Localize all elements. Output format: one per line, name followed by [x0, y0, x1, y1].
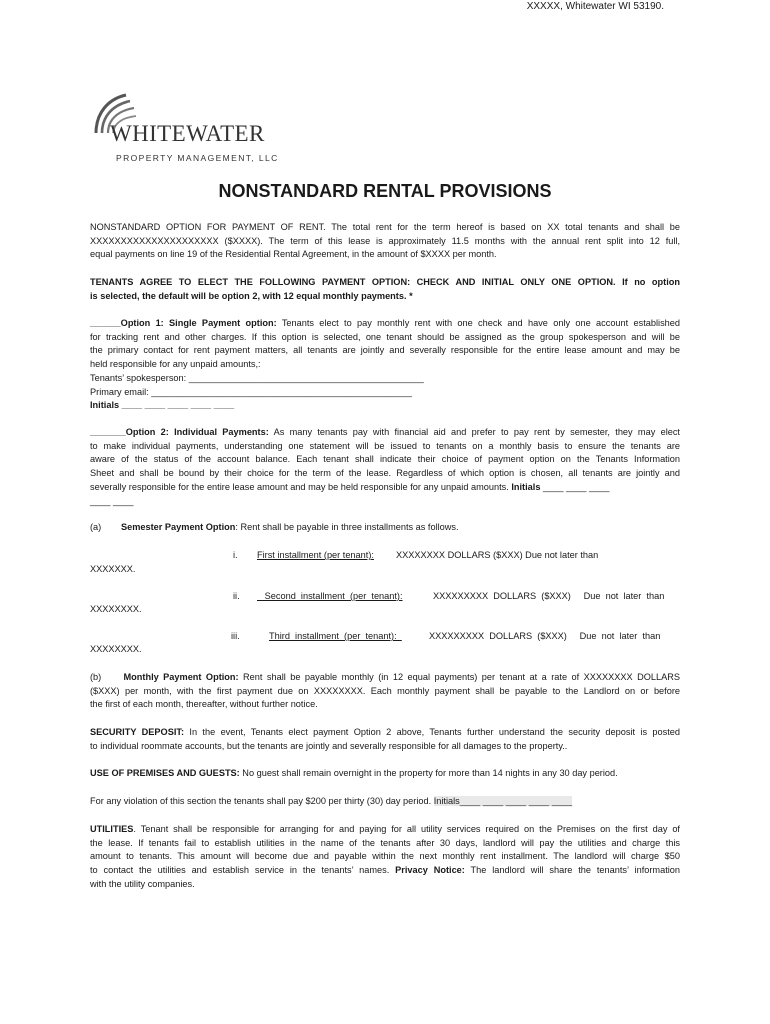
utilities-line	[90, 823, 680, 837]
option1-line	[90, 317, 680, 331]
utilities-line: with the utility companies.	[90, 878, 195, 889]
option2-paragraph	[90, 426, 680, 508]
utilities-text: The landlord will share the tenants’ information	[464, 865, 681, 876]
semester-label: (a)	[90, 522, 102, 532]
monthly-line	[90, 671, 680, 685]
premises-heading: USE OF PREMISES AND GUESTS:	[90, 768, 240, 778]
option2-line: Sheet and shall be bound by their choice for the term of the lease. Regardless of which option is chosen, all tenants are jointly and	[90, 468, 680, 479]
spokesperson-field[interactable]: Tenants’ spokesperson: ______________________________________________	[90, 372, 424, 383]
utilities-text: to contact the utilities and establish service in the tenants’ names.	[90, 865, 396, 876]
option1-line: the primary contact for rent payment matters, all tenants are jointly and severally responsible for the entire lease amount and may be	[90, 345, 680, 356]
option1-initials-field[interactable]: Initials ____ ____ ____ ____ ____	[90, 400, 235, 411]
violation-line	[90, 795, 680, 809]
semester-option	[121, 521, 459, 535]
agree-paragraph	[90, 276, 680, 303]
installment-amount: XXXXXXXX DOLLARS ($XXX) Due not later than	[396, 550, 599, 560]
utilities-paragraph	[90, 823, 680, 892]
security-text: In the event, Tenants elect payment Option 2 above, Tenants further understand the security deposit is posted	[184, 727, 680, 737]
utilities-text: . Tenant shall be responsible for arranging for and paying for all utility services required on the Premises on the first day of	[133, 824, 680, 834]
option1-paragraph	[90, 317, 680, 413]
privacy-notice-heading: Privacy Notice:	[395, 865, 465, 876]
installment-number: ii.	[233, 591, 240, 601]
installment-amount: XXXXXXXXX DOLLARS ($XXX) Due not later than	[433, 591, 665, 601]
intro-line: NONSTANDARD OPTION FOR PAYMENT OF RENT. The total rent for the term hereof is based on XX total tenants and shall be	[90, 222, 680, 232]
option2-text: severally responsible for the entire lease amount and may be held responsible for any unpaid amounts.	[90, 481, 512, 492]
utilities-heading: UTILITIES	[90, 824, 134, 834]
violation-paragraph	[90, 795, 680, 809]
monthly-label: (b)	[90, 672, 102, 682]
intro-paragraph	[90, 221, 680, 262]
option1-checkbox-blank[interactable]: ______	[90, 318, 121, 328]
installment-number: iii.	[231, 631, 240, 641]
logo-wordmark: WHITEWATER	[110, 121, 265, 146]
document-title: NONSTANDARD RENTAL PROVISIONS	[218, 181, 552, 201]
utilities-line: the lease. If tenants fail to establish utilities in the name of the tenants after 30 days, landlord will pay the utilities and charge this	[90, 837, 680, 848]
security-paragraph	[90, 726, 680, 753]
monthly-line: the first of each month, thereafter, without further notice.	[90, 699, 318, 710]
option1-heading: Option 1: Single Payment option:	[120, 318, 277, 328]
monthly-line: ($XXX) per month, with the first payment due on XXXXXXXX. Each monthly payment shall be payable to the Landlord on or before	[90, 685, 680, 696]
company-logo	[90, 93, 290, 165]
utilities-line: amount to tenants. This amount will become due and payable within the next monthly rent installment. The landlord will charge $50	[90, 851, 680, 862]
logo-subtitle: PROPERTY MANAGEMENT, LLC	[116, 153, 279, 163]
utilities-line	[90, 864, 680, 878]
installment-title: Third installment (per tenant):	[269, 631, 402, 641]
premises-initials-field[interactable]: Initials____ ____ ____ ____ ____	[433, 796, 573, 806]
violation-text: For any violation of this section the tenants shall pay $200 per thirty (30) day period.	[90, 796, 434, 806]
intro-line: equal payments on line 19 of the Residential Rental Agreement, in the amount of $XXXX per month.	[90, 249, 497, 260]
option2-checkbox-blank[interactable]: _______	[90, 427, 126, 437]
header-address: XXXXX, Whitewater WI 53190.	[526, 1, 664, 12]
installment-amount: XXXXXXXXX DOLLARS ($XXX) Due not later than	[429, 631, 661, 641]
option1-line: for tracking rent and other charges. If this option is selected, one tenant should be assigned as the group spokesperson and will be	[90, 331, 680, 342]
option1-line: held responsible for any unpaid amounts,:	[90, 359, 261, 370]
option2-line: aware of the status of the account balance. Each tenant shall indicate their choice of payment option on the Tenants Information	[90, 454, 680, 465]
installment-date: XXXXXXX.	[90, 564, 136, 574]
option2-initials-field[interactable]: ____ ____ ____	[540, 481, 610, 492]
intro-line: XXXXXXXXXXXXXXXXXXXXX ($XXXX). The term of this lease is approximately 11.5 months with the annual rent split into 12 full,	[90, 235, 680, 246]
installment-date: XXXXXXXX.	[90, 604, 142, 614]
security-heading: SECURITY DEPOSIT:	[90, 727, 185, 737]
installment-date: XXXXXXXX.	[90, 644, 142, 654]
option2-line	[90, 481, 680, 495]
installment-title: Second installment (per tenant):	[257, 591, 403, 601]
monthly-paragraph	[90, 671, 680, 712]
option2-line: to make individual payments, understanding one statement will be issued to tenants on a monthly basis to ensure the tenants are	[90, 440, 680, 451]
option2-text: As many tenants pay with financial aid and prefer to pay rent by semester, they may elect	[268, 427, 680, 437]
option2-line	[90, 426, 680, 440]
option2-initials-label: Initials	[511, 481, 541, 492]
installment-number: i.	[233, 550, 238, 560]
monthly-heading: Monthly Payment Option:	[123, 672, 239, 682]
premises-paragraph	[90, 767, 680, 781]
premises-text: No guest shall remain overnight in the property for more than 14 nights in any 30 day period.	[239, 768, 618, 778]
option2-initials-field[interactable]: ____ ____	[90, 495, 134, 506]
option1-text: Tenants elect to pay monthly rent with one check and have only one account established	[276, 318, 680, 328]
primary-email-field[interactable]: Primary email: ___________________________________________________	[90, 386, 412, 397]
option2-heading: Option 2: Individual Payments:	[125, 427, 269, 437]
agree-line: is selected, the default will be option 2, with 12 equal monthly payments. *	[90, 290, 413, 301]
agree-line: TENANTS AGREE TO ELECT THE FOLLOWING PAYMENT OPTION: CHECK AND INITIAL ONLY ONE OPTION. If no option	[90, 277, 680, 287]
semester-text: : Rent shall be payable in three installments as follows.	[235, 522, 459, 532]
semester-heading: Semester Payment Option	[121, 522, 236, 532]
security-line	[90, 726, 680, 740]
installment-title: First installment (per tenant):	[257, 550, 374, 560]
security-line: to individual roommate accounts, but the tenants are jointly and severally responsible for all damages to the property..	[90, 740, 568, 751]
premises-line	[90, 767, 680, 781]
monthly-text: Rent shall be payable monthly (in 12 equal payments) per tenant at a rate of XXXXXXXX DOLLARS	[238, 672, 680, 682]
